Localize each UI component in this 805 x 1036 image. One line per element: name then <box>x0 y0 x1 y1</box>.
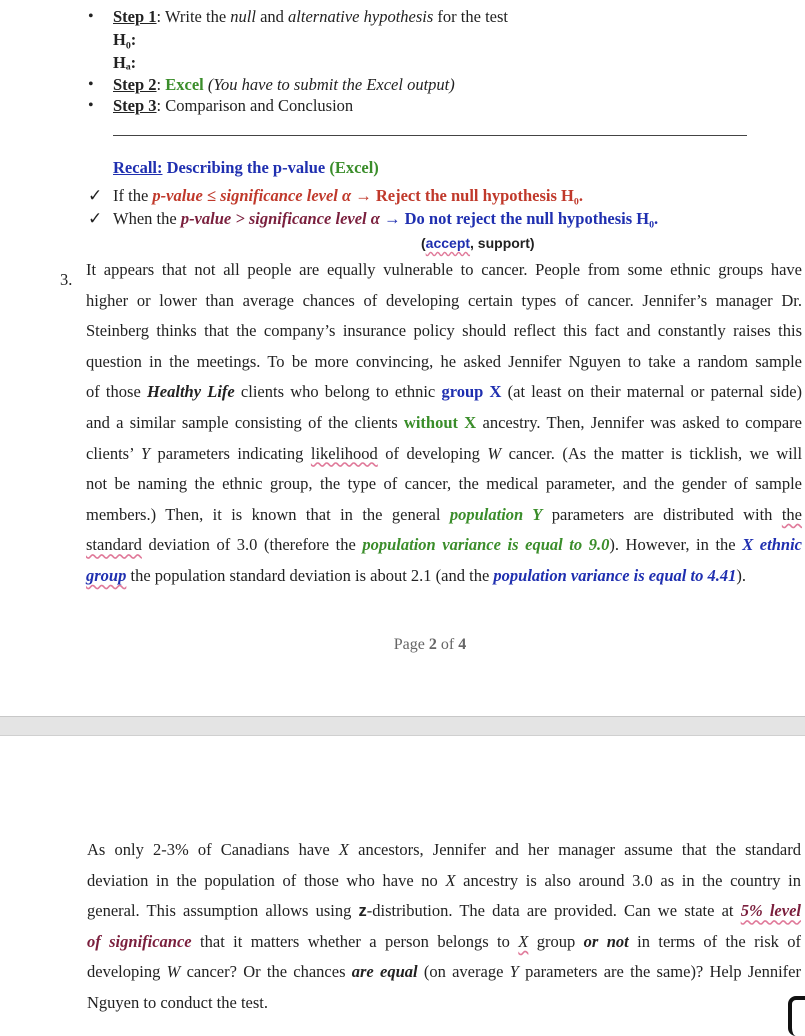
recall-rule-reject: If the p-value ≤ significance level α → Reject the null hypothesis H₀. <box>113 186 583 205</box>
question-number: 3. <box>60 270 73 289</box>
paragraph-line: general. This assumption allows using z-distribution. The data are provided. Can we state at 5% level <box>87 901 801 921</box>
document-page-3 <box>0 736 805 1024</box>
paragraph-line: not be naming the ethnic group, the type of cancer, the medical parameter, and the gender of sample <box>86 474 802 494</box>
continuation-paragraph <box>87 835 801 1019</box>
paragraph-line: higher or lower than average chances of developing certain types of cancer. Jennifer’s manager Dr. <box>86 290 802 310</box>
recall-note: (accept, support) <box>421 235 535 251</box>
paragraph-line: members.) Then, it is known that in the general population Y parameters are distributed with the <box>86 504 803 524</box>
paragraph-line: of significance that it matters whether a person belongs to X group or not in terms of the risk of <box>87 931 802 951</box>
paragraph-line: standard deviation of 3.0 (therefore the population variance is equal to 9.0). However, in the X ethnic <box>86 535 802 555</box>
question-3-paragraph <box>86 255 802 592</box>
recall-rule-not-reject: When the p-value > significance level α → Do not reject the null hypothesis H₀. <box>113 209 659 228</box>
step-2-line: Step 2: Excel (You have to submit the Excel output) <box>113 75 455 94</box>
step-1-line: Step 1: Write the null and alternative hypothesis for the test <box>113 7 508 26</box>
paragraph-line: group the population standard deviation is about 2.1 (and the population variance is equal to 4.41). <box>86 565 746 585</box>
bullet-icon: • <box>88 97 94 114</box>
checkmark-icon: ✓ <box>88 186 103 205</box>
bullet-icon: • <box>88 76 94 93</box>
paragraph-line: clients’ Y parameters indicating likelihood of developing W cancer. (As the matter is ticklish, we will <box>86 443 803 463</box>
paragraph-line: Steinberg thinks that the company’s insurance policy should reflect this fact and constantly raises this <box>86 321 802 341</box>
bullet-icon: • <box>88 8 94 25</box>
paragraph-line: of those Healthy Life clients who belong to ethnic group X (at least on their maternal or paternal side) <box>86 382 803 402</box>
paragraph-line: deviation in the population of those who have no X ancestry is also around 3.0 as in the country in <box>87 870 801 890</box>
paragraph-line: developing W cancer? Or the chances are equal (on average Y parameters are the same)? Help Jennifer <box>87 962 801 982</box>
overlay-widget-corner[interactable] <box>788 996 805 1036</box>
page-separator <box>0 716 805 736</box>
paragraph-line: It appears that not all people are equally vulnerable to cancer. People from some ethnic groups have <box>86 260 802 279</box>
page-number: Page 2 of 4 <box>393 636 467 653</box>
horizontal-rule <box>113 135 747 136</box>
paragraph-line: and a similar sample consisting of the clients without X ancestry. Then, Jennifer was asked to compare <box>86 412 802 432</box>
checkmark-icon: ✓ <box>88 209 103 228</box>
h0-label: H₀: <box>113 30 137 49</box>
paragraph-line: As only 2-3% of Canadians have X ancestors, Jennifer and her manager assume that the standard <box>87 840 801 859</box>
paragraph-line: question in the meetings. To be more convincing, he asked Jennifer Nguyen to take a random sample <box>86 351 802 371</box>
recall-heading: Recall: Describing the p-value (Excel) <box>113 158 379 177</box>
paragraph-line: Nguyen to conduct the test. <box>87 992 269 1012</box>
step-3-line: Step 3: Comparison and Conclusion <box>113 96 354 115</box>
ha-label: Hₐ: <box>113 53 137 72</box>
